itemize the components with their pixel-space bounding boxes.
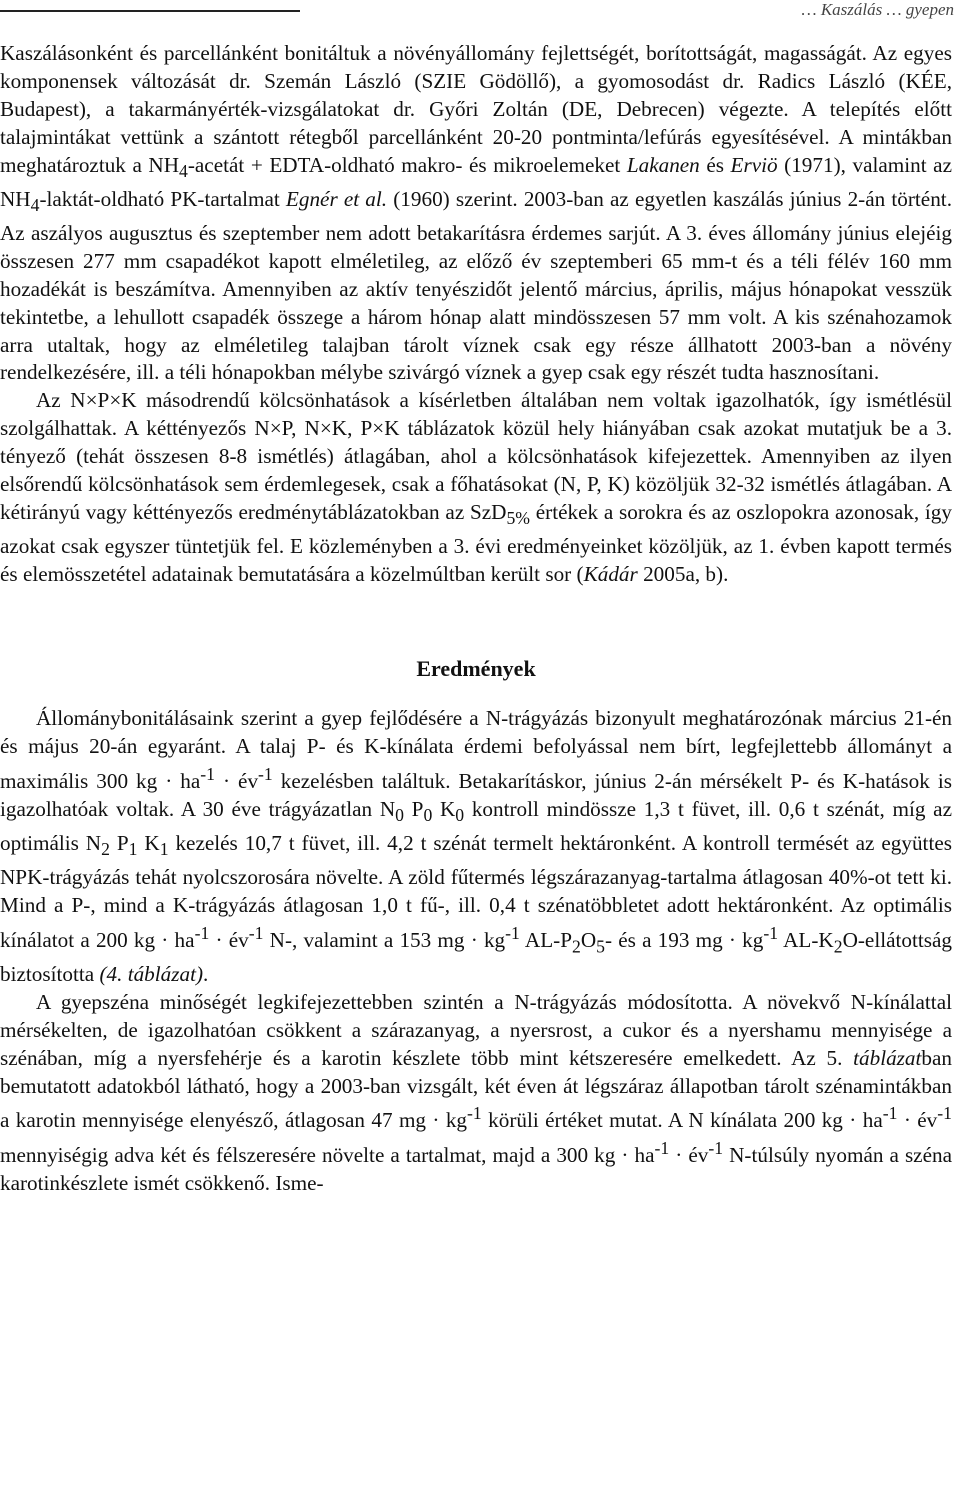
- body-text: [0, 40, 952, 1198]
- section-title: Eredmények: [416, 655, 536, 681]
- paragraph-methods-2: Az N×P×K másodrendű kölcsönhatások a kísérletben általában nem voltak igazolhatók, így ismétlésül szolgálhattak. A kéttényezős N×P, N×K, P×K táblázatok közül hely hiányában csak azokat mutatjuk be a 3. tényező (tehát összesen 8-8 ismétlés) átlagában, ahol a kölcsönhatások kifejezettek. Amennyiben az ilyen elsőrendű kölcsönhatások sem érdemlegesek, csak a főhatásokat (N, P, K) közöljük 32-32 ismétlés átlagában. A kétirányú vagy kéttényezős eredménytáblázatokban az SzD$_{5\%}$ értékek a sorokra és az oszlopokra azonosak, így azokat csak egyszer tüntetjük fel. E közleményben a 3. évi eredményeinket közöljük, az 1. évben kapott termés és elemösszetétel adatainak bemutatására a közelmúltban került sor (Kádár 2005a, b).: [0, 388, 952, 587]
- header-rule: [0, 10, 300, 12]
- paragraph-results-2: A gyepszéna minőségét legkifejezettebben szintén a N-trágyázás módosította. A növekvő N-kínálattal mérsékelten, de igazolhatóan csökkent a szárazanyag, a nyersrost, a cukor és a nyershamu mennyisége a szénában, míg a nyersfehérje és a karotin készlete több mint kétszeresére emelkedett. Az 5. táblázatban bemutatott adatokból látható, hogy a 2003-ban vizsgált, két éven át légszáraz állapotban tárolt szénamintákban a karotin mennyisége elenyésző, átlagosan 47 mg · $kg^{-1}$ körüli értéket mutat. A N kínálata 200 kg · $ha^{-1}$ · $év^{-1}$ mennyiségig adva két és félszeresére növelte a tartalmat, majd a 300 kg · $ha^{-1}$ · $év^{-1}$ N-túlsúly nyomán a széna karotinkészlete ismét csökkenő. Isme-: [0, 989, 952, 1196]
- paragraph-results-1: Állománybonitálásaink szerint a gyep fejlődésére a N-trágyázás bizonyult meghatározónak március 21-én és május 20-án egyaránt. A talaj P- és K-kínálata érdemi befolyással nem bírt, legfejlettebb állományt a maximális 300 kg · $ha^{-1}$ · $év^{-1}$ kezelésben találtuk. Betakarításkor, június 2-án mérsékelt P- és K-hatások is igazolhatóak voltak. A 30 éve trágyázatlan $N_0$ $P_0$ $K_0$ kontroll mindössze 1,3 t füvet, ill. 0,6 t szénát, míg az optimális $N_2$ $P_1$ $K_1$ kezelés 10,7 t füvet, ill. 4,2 t szénát termelt hektáronként. A kontroll termését az együttes NPK-trágyázás tehát nyolcszorosára növelte. A zöld fűtermés légszárazanyag-tartalma átlagosan 40%-ot tett ki. Mind a P-, mind a K-trágyázás átlagosan 1,0 t fű-, ill. 0,4 t szénatöbbletet adott hektáronként. Az optimális kínálatot a 200 kg · $ha^{-1}$ · $év^{-1}$ N-, valamint a 153 mg · $kg^{-1}$ $AL-P_2O_5-$ és a 193 mg · $kg^{-1}$ $AL-K_2O$-ellátottság biztosította (4. táblázat).: [0, 705, 952, 986]
- running-head: … Kaszálás … gyepen: [801, 0, 954, 19]
- paragraph-methods-1: Kaszálásonként és parcellánként bonitáltuk a növényállomány fejlettségét, borítottságát, magasságát. Az egyes komponensek változását dr. Szemán László (SZIE Gödöllő), a gyomosodást dr. Radics László (KÉE, Budapest), a takarmányérték-vizsgálatokat dr. Győri Zoltán (DE, Debrecen) végezte. A telepítés előtt talajmintákat vettünk a szántott rétegből parcellánként 20-20 pontminta/lefúrás egyesítésével. A mintákban meghatároztuk a $NH_4$-acetát + EDTA-oldható makro- és mikroelemeket Lakanen és Erviö (1971), valamint az $NH_4-laktát$-oldható PK-tartalmat Egnér et al. (1960) szerint. 2003-ban az egyetlen kaszálás június 2-án történt. Az aszályos augusztus és szeptember nem adott betakarításra érdemes sarjút. A 3. éves állomány június elejéig összesen 277 mm csapadékot kapott elméletileg, az előző év szeptemberi 65 mm-t és a téli félév 160 mm hozadékát is beszámítva. Amennyiben az aktív tenyészidőt jelentő március, április, május hónapokat vesszük tekintetbe, a lehullott csapadék összege a három hónap alatt mindösszesen 57 mm volt. A kis szénahozamok arra utaltak, hogy az elméletileg talajban tárolt víznek csak egy része állhatott 2003-ban a növény rendelkezésére, ill. a téli hónapokban mélybe szivárgó víznek a gyep csak egy részét tudta hasznosítani.: [0, 41, 952, 385]
